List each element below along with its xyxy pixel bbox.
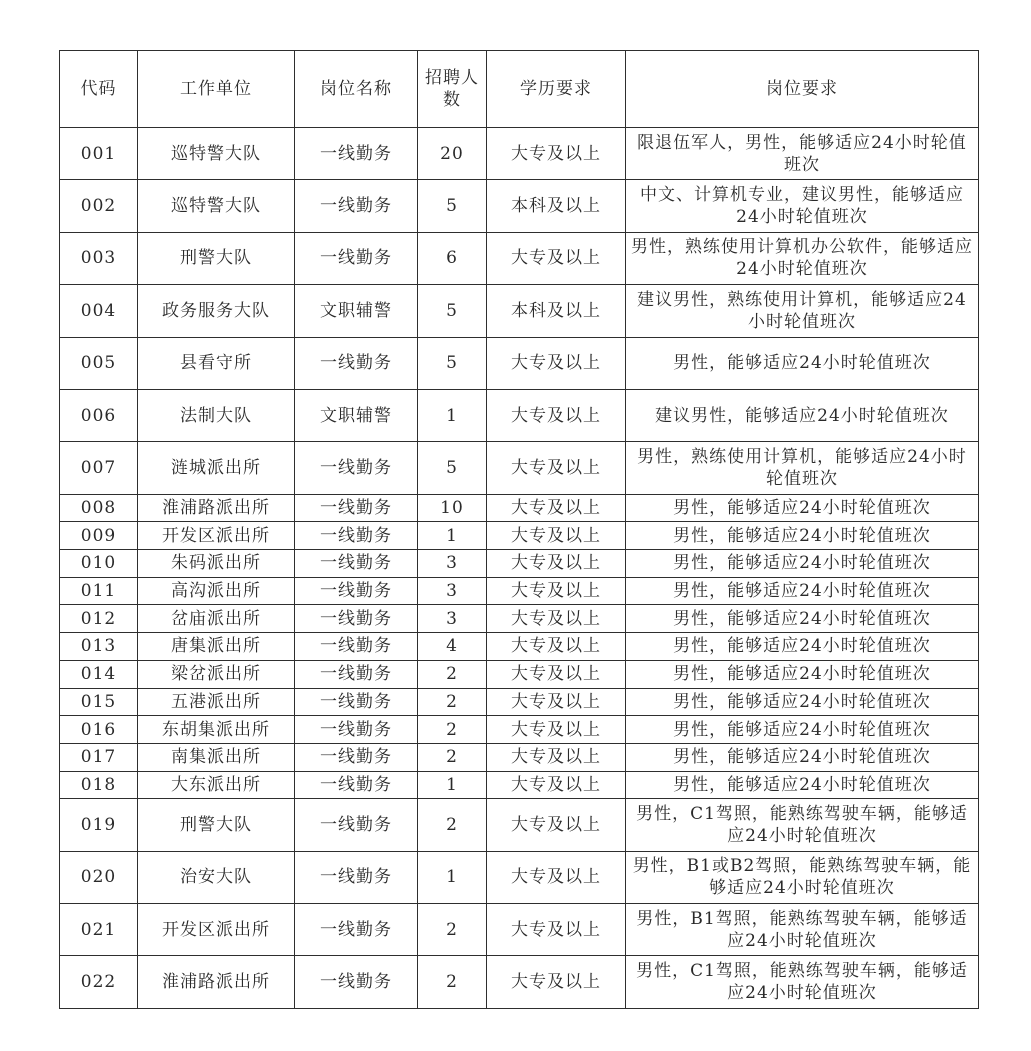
cell-code: 013 bbox=[60, 633, 138, 661]
cell-count: 2 bbox=[418, 956, 487, 1008]
cell-requirements: 男性，能够适应24小时轮值班次 bbox=[626, 605, 979, 633]
cell-count: 5 bbox=[418, 285, 487, 337]
cell-unit: 开发区派出所 bbox=[138, 904, 295, 956]
cell-requirements: 男性，能够适应24小时轮值班次 bbox=[626, 577, 979, 605]
header-position: 岗位名称 bbox=[295, 51, 418, 128]
header-code: 代码 bbox=[60, 51, 138, 128]
cell-count: 4 bbox=[418, 633, 487, 661]
cell-count: 1 bbox=[418, 771, 487, 799]
cell-count: 6 bbox=[418, 232, 487, 284]
cell-code: 003 bbox=[60, 232, 138, 284]
cell-education: 大专及以上 bbox=[487, 550, 626, 578]
cell-position: 一线勤务 bbox=[295, 128, 418, 180]
cell-position: 一线勤务 bbox=[295, 494, 418, 522]
cell-position: 一线勤务 bbox=[295, 337, 418, 389]
cell-code: 008 bbox=[60, 494, 138, 522]
table-row bbox=[60, 605, 979, 633]
cell-education: 大专及以上 bbox=[487, 799, 626, 851]
table-row bbox=[60, 956, 979, 1008]
cell-requirements: 男性，能够适应24小时轮值班次 bbox=[626, 494, 979, 522]
recruitment-table bbox=[59, 50, 979, 1009]
cell-requirements: 男性，能够适应24小时轮值班次 bbox=[626, 716, 979, 744]
cell-requirements: 男性，B1或B2驾照，能熟练驾驶车辆，能够适应24小时轮值班次 bbox=[626, 851, 979, 903]
cell-unit: 高沟派出所 bbox=[138, 577, 295, 605]
cell-position: 一线勤务 bbox=[295, 442, 418, 494]
cell-education: 大专及以上 bbox=[487, 522, 626, 550]
cell-requirements: 男性，熟练使用计算机，能够适应24小时轮值班次 bbox=[626, 442, 979, 494]
cell-requirements: 男性，能够适应24小时轮值班次 bbox=[626, 633, 979, 661]
cell-position: 一线勤务 bbox=[295, 577, 418, 605]
cell-code: 016 bbox=[60, 716, 138, 744]
cell-code: 014 bbox=[60, 660, 138, 688]
table-row bbox=[60, 285, 979, 337]
cell-requirements: 男性，C1驾照，能熟练驾驶车辆，能够适应24小时轮值班次 bbox=[626, 799, 979, 851]
table-body bbox=[60, 128, 979, 1009]
table-row bbox=[60, 128, 979, 180]
cell-education: 大专及以上 bbox=[487, 494, 626, 522]
table-row bbox=[60, 799, 979, 851]
cell-count: 3 bbox=[418, 605, 487, 633]
cell-code: 005 bbox=[60, 337, 138, 389]
cell-education: 大专及以上 bbox=[487, 633, 626, 661]
cell-count: 1 bbox=[418, 851, 487, 903]
cell-unit: 巡特警大队 bbox=[138, 180, 295, 232]
cell-unit: 政务服务大队 bbox=[138, 285, 295, 337]
cell-code: 012 bbox=[60, 605, 138, 633]
table-row bbox=[60, 442, 979, 494]
cell-unit: 涟城派出所 bbox=[138, 442, 295, 494]
cell-position: 一线勤务 bbox=[295, 851, 418, 903]
cell-code: 018 bbox=[60, 771, 138, 799]
header-education: 学历要求 bbox=[487, 51, 626, 128]
cell-education: 大专及以上 bbox=[487, 128, 626, 180]
cell-unit: 大东派出所 bbox=[138, 771, 295, 799]
cell-code: 015 bbox=[60, 688, 138, 716]
cell-requirements: 男性，能够适应24小时轮值班次 bbox=[626, 743, 979, 771]
cell-position: 一线勤务 bbox=[295, 956, 418, 1008]
cell-requirements: 中文、计算机专业，建议男性，能够适应24小时轮值班次 bbox=[626, 180, 979, 232]
cell-requirements: 男性，能够适应24小时轮值班次 bbox=[626, 522, 979, 550]
cell-requirements: 男性，能够适应24小时轮值班次 bbox=[626, 550, 979, 578]
table-row bbox=[60, 743, 979, 771]
cell-code: 017 bbox=[60, 743, 138, 771]
cell-unit: 东胡集派出所 bbox=[138, 716, 295, 744]
cell-education: 大专及以上 bbox=[487, 389, 626, 441]
cell-position: 一线勤务 bbox=[295, 660, 418, 688]
cell-unit: 法制大队 bbox=[138, 389, 295, 441]
cell-count: 10 bbox=[418, 494, 487, 522]
cell-requirements: 男性，能够适应24小时轮值班次 bbox=[626, 337, 979, 389]
cell-code: 006 bbox=[60, 389, 138, 441]
cell-education: 大专及以上 bbox=[487, 660, 626, 688]
cell-count: 3 bbox=[418, 577, 487, 605]
cell-requirements: 限退伍军人，男性，能够适应24小时轮值班次 bbox=[626, 128, 979, 180]
table-row bbox=[60, 232, 979, 284]
cell-unit: 开发区派出所 bbox=[138, 522, 295, 550]
cell-unit: 县看守所 bbox=[138, 337, 295, 389]
table-row bbox=[60, 577, 979, 605]
table-row bbox=[60, 688, 979, 716]
cell-unit: 南集派出所 bbox=[138, 743, 295, 771]
table-row bbox=[60, 904, 979, 956]
cell-count: 2 bbox=[418, 716, 487, 744]
table-row bbox=[60, 716, 979, 744]
cell-code: 020 bbox=[60, 851, 138, 903]
cell-requirements: 男性，C1驾照，能熟练驾驶车辆，能够适应24小时轮值班次 bbox=[626, 956, 979, 1008]
cell-education: 大专及以上 bbox=[487, 577, 626, 605]
cell-code: 002 bbox=[60, 180, 138, 232]
table-row bbox=[60, 771, 979, 799]
cell-education: 大专及以上 bbox=[487, 771, 626, 799]
cell-requirements: 建议男性，能够适应24小时轮值班次 bbox=[626, 389, 979, 441]
cell-education: 大专及以上 bbox=[487, 716, 626, 744]
cell-unit: 五港派出所 bbox=[138, 688, 295, 716]
cell-code: 021 bbox=[60, 904, 138, 956]
table-row bbox=[60, 522, 979, 550]
table-row bbox=[60, 550, 979, 578]
cell-education: 大专及以上 bbox=[487, 743, 626, 771]
cell-unit: 治安大队 bbox=[138, 851, 295, 903]
cell-unit: 淮浦路派出所 bbox=[138, 956, 295, 1008]
cell-count: 5 bbox=[418, 442, 487, 494]
cell-education: 大专及以上 bbox=[487, 442, 626, 494]
cell-count: 5 bbox=[418, 337, 487, 389]
cell-position: 一线勤务 bbox=[295, 522, 418, 550]
cell-code: 001 bbox=[60, 128, 138, 180]
cell-count: 3 bbox=[418, 550, 487, 578]
cell-count: 2 bbox=[418, 904, 487, 956]
cell-count: 1 bbox=[418, 389, 487, 441]
cell-count: 1 bbox=[418, 522, 487, 550]
cell-unit: 朱码派出所 bbox=[138, 550, 295, 578]
table-row bbox=[60, 389, 979, 441]
cell-count: 20 bbox=[418, 128, 487, 180]
cell-education: 本科及以上 bbox=[487, 285, 626, 337]
cell-position: 一线勤务 bbox=[295, 904, 418, 956]
cell-unit: 梁岔派出所 bbox=[138, 660, 295, 688]
table-row bbox=[60, 851, 979, 903]
cell-unit: 巡特警大队 bbox=[138, 128, 295, 180]
cell-education: 大专及以上 bbox=[487, 956, 626, 1008]
cell-position: 文职辅警 bbox=[295, 285, 418, 337]
table-row bbox=[60, 180, 979, 232]
header-row bbox=[60, 51, 979, 128]
cell-position: 文职辅警 bbox=[295, 389, 418, 441]
cell-education: 大专及以上 bbox=[487, 232, 626, 284]
cell-unit: 淮浦路派出所 bbox=[138, 494, 295, 522]
cell-code: 004 bbox=[60, 285, 138, 337]
cell-code: 009 bbox=[60, 522, 138, 550]
table-row bbox=[60, 660, 979, 688]
cell-unit: 唐集派出所 bbox=[138, 633, 295, 661]
cell-requirements: 男性，能够适应24小时轮值班次 bbox=[626, 660, 979, 688]
cell-code: 007 bbox=[60, 442, 138, 494]
header-requirements: 岗位要求 bbox=[626, 51, 979, 128]
cell-count: 5 bbox=[418, 180, 487, 232]
cell-count: 2 bbox=[418, 688, 487, 716]
cell-count: 2 bbox=[418, 799, 487, 851]
cell-position: 一线勤务 bbox=[295, 799, 418, 851]
cell-requirements: 男性，熟练使用计算机办公软件，能够适应24小时轮值班次 bbox=[626, 232, 979, 284]
cell-code: 019 bbox=[60, 799, 138, 851]
cell-position: 一线勤务 bbox=[295, 180, 418, 232]
cell-position: 一线勤务 bbox=[295, 716, 418, 744]
cell-education: 大专及以上 bbox=[487, 337, 626, 389]
cell-requirements: 建议男性，熟练使用计算机，能够适应24小时轮值班次 bbox=[626, 285, 979, 337]
header-unit: 工作单位 bbox=[138, 51, 295, 128]
cell-education: 本科及以上 bbox=[487, 180, 626, 232]
cell-requirements: 男性，B1驾照，能熟练驾驶车辆，能够适应24小时轮值班次 bbox=[626, 904, 979, 956]
cell-unit: 刑警大队 bbox=[138, 799, 295, 851]
cell-code: 010 bbox=[60, 550, 138, 578]
cell-unit: 刑警大队 bbox=[138, 232, 295, 284]
cell-education: 大专及以上 bbox=[487, 688, 626, 716]
cell-requirements: 男性，能够适应24小时轮值班次 bbox=[626, 688, 979, 716]
cell-position: 一线勤务 bbox=[295, 605, 418, 633]
cell-unit: 岔庙派出所 bbox=[138, 605, 295, 633]
table-row bbox=[60, 494, 979, 522]
header-count: 招聘人数 bbox=[418, 51, 487, 128]
cell-position: 一线勤务 bbox=[295, 232, 418, 284]
cell-code: 022 bbox=[60, 956, 138, 1008]
table-row bbox=[60, 337, 979, 389]
cell-education: 大专及以上 bbox=[487, 605, 626, 633]
cell-position: 一线勤务 bbox=[295, 633, 418, 661]
cell-code: 011 bbox=[60, 577, 138, 605]
cell-education: 大专及以上 bbox=[487, 904, 626, 956]
table-row bbox=[60, 633, 979, 661]
cell-position: 一线勤务 bbox=[295, 688, 418, 716]
cell-count: 2 bbox=[418, 743, 487, 771]
cell-education: 大专及以上 bbox=[487, 851, 626, 903]
cell-count: 2 bbox=[418, 660, 487, 688]
cell-position: 一线勤务 bbox=[295, 743, 418, 771]
cell-position: 一线勤务 bbox=[295, 550, 418, 578]
cell-requirements: 男性，能够适应24小时轮值班次 bbox=[626, 771, 979, 799]
cell-position: 一线勤务 bbox=[295, 771, 418, 799]
